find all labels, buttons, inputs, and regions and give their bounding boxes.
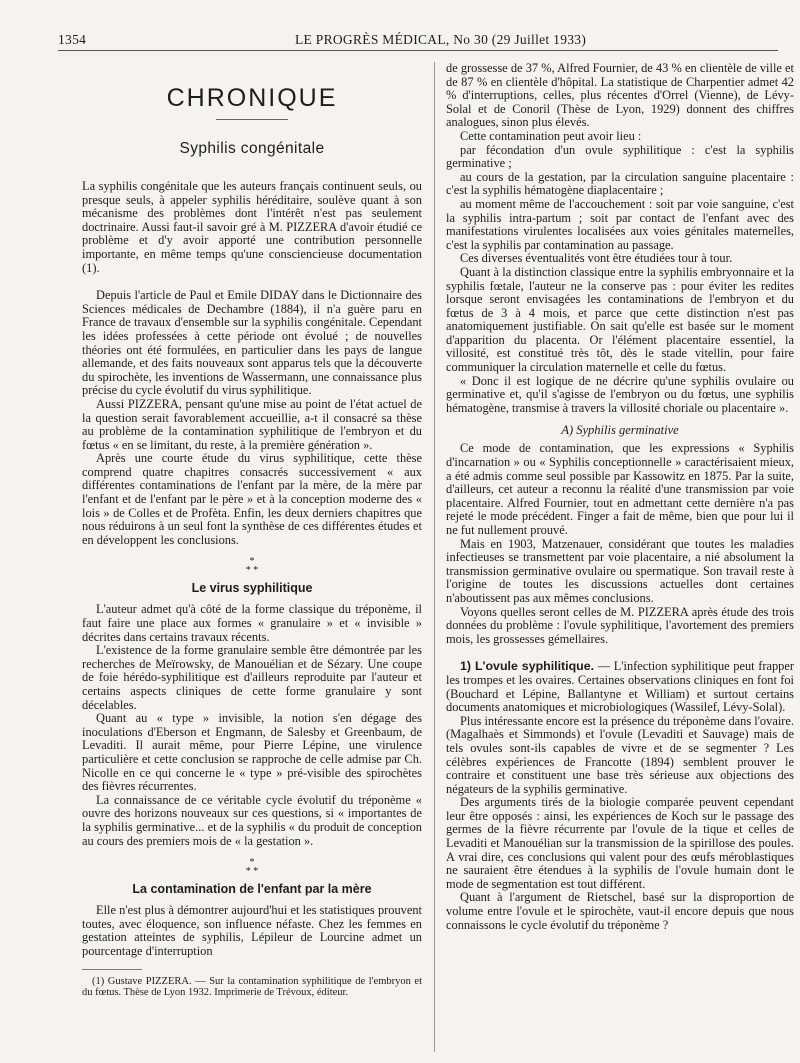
body-paragraph: Quant au « type » invisible, la notion s'en dégage des inoculations d'Eberson et Engmann, de Salesby et Greenbaum, de Levaditi. Il aurait même, pour Pierre Lépine, une virulence particulière et cette conclusion se rapproche de celle admise par Ch. Nicolle en ce qui concerne le « type » pré-visible des spirochètes des fièvres récurrentes.: [82, 711, 422, 794]
body-paragraph: Elle n'est plus à démontrer aujourd'hui et les statistiques prouvent toutes, avec éloquence, son influence néfaste. Chez les femmes en gestation atteintes de syphilis, Lépileur de Lourcine admet un pourcentage d'interruption: [82, 903, 422, 958]
intro-paragraph: Aussi PIZZERA, pensant qu'une mise au point de l'état actuel de la question serait favorablement accueillie, a-t il consacré sa thèse au problème de la contamination syphilitique de l'embryon et du fœtus « en se limitant, du reste, à la première génération ».: [82, 396, 422, 452]
article-title: Syphilis congénitale: [179, 140, 325, 157]
title-rule: [216, 119, 288, 120]
body-paragraph: Mais en 1903, Matzenauer, considérant que toutes les maladies infectieuses se transmettent par voie placentaire, a nié absolument la transmission germinative ovulaire ou spermatique. Son travail reste à l'origine de toutes les discussions actuelles dont certaines n'aboutissent pas aux mêmes conclusions.: [446, 536, 794, 605]
running-header: [58, 30, 778, 50]
section-heading-contamination: La contamination de l'enfant par la mère: [132, 882, 372, 897]
body-paragraph: Voyons quelles seront celles de M. PIZZERA après étude des trois données du problème : l'ovule syphilitique, l'avortement des premiers mois, les grossesses gémellaires.: [446, 604, 794, 646]
body-paragraph: L'existence de la forme granulaire semble être démontrée par les recherches de Meïrowsky, de Manouélian et de Sézary. Une coupe de foie hérédo-syphilitique est d'ailleurs reproduite par l'auteur et certains aspects cliniques de cette forme granulaire y sont décelables.: [82, 643, 422, 712]
body-paragraph: [446, 660, 794, 714]
body-paragraph: Plus intéressante encore est la présence du tréponème dans l'ovaire. (Magalhaès et Simmonds) et l'ovule (Levaditi et Sauvage) mais de tels ovules sont-ils capables de vivre et de se segmenter ? Les célèbres expériences de Francotte (1894) semblent prouver le contraire et constituent une base très sérieuse aux objections des négateurs de la syphilis germinative.: [446, 713, 794, 796]
intro-paragraph: Après une courte étude du virus syphilitique, cette thèse comprend quatre chapitres consacrés successivement « aux différentes contaminations de l'enfant par la mère, de la mère par l'enfant et de l'enfant par le père » et à la conception moderne des « lois » de Colles et de Profèta. Enfin, les deux derniers chapitres que nous réduirons à un seul font la synthèse de ces différentes études et en développent les conclusions.: [82, 451, 422, 547]
body-paragraph: Quant à l'argument de Rietschel, basé sur la disproportion de volume entre l'ovule et le spirochète, vaut-il encore depuis que nous connaissons le cycle évolutif du tréponème ?: [446, 890, 794, 932]
section-heading-virus: Le virus syphilitique: [191, 581, 313, 596]
ovule-heading: 1) L'ovule syphilitique.: [460, 659, 595, 674]
body-paragraph: La connaissance de ce véritable cycle évolutif du tréponème « ouvre des horizons nouveaux sur ces questions, si « importantes de la syphilis germinative... et de la syphilis « du produit de conception au cours des premiers mois de « la gestation ».: [82, 792, 422, 848]
list-item: par fécondation d'un ovule syphilitique : c'est la syphilis germinative ;: [446, 142, 794, 171]
body-paragraph: de grossesse de 37 %, Alfred Fournier, de 43 % en clientèle de ville et de 87 % en clientèle d'hôpital. La statistique de Charpentier admet 42 % d'interruptions, celles, plus récentes d'Orrel (Vienne), de Lévy-Solal et de Conoril (Thèse de Lyon, 1929) donnent des chiffres analogues, sinon plus élevés.: [446, 61, 794, 130]
journal-line: LE PROGRÈS MÉDICAL, No 30 (29 Juillet 1933): [295, 32, 587, 47]
left-column: [82, 62, 422, 999]
intro-paragraph: Depuis l'article de Paul et Emile DIDAY dans le Dictionnaire des Sciences médicales de Dechambre (1884), il n'a guère paru en France de travaux d'ensemble sur la syphilis congénitale. Cependant les idées professées à cette période ont évolué ; de nouvelles théories ont été formulées, en particulier dans les pays de langue allemande, et des faits nouveaux sont apparus tels que la découverte du spirochète, les inventions de Wassermann, une connaissance plus précise du cycle évolutif du virus syphilitique.: [82, 288, 422, 398]
intro-paragraph: La syphilis congénitale que les auteurs français continuent seuls, ou presque seuls, à appeler syphilis héréditaire, soulève quant à son mécanisme des problèmes dont l'intérêt n'est pas seulement doctrinaire. Aussi faut-il savoir gré à M. PIZZERA d'avoir étudié ce problème et d'y avoir apporté une contribution personnelle importante, en même temps qu'une consciencieuse documentation (1).: [82, 179, 422, 275]
section-title: CHRONIQUE: [166, 84, 338, 112]
body-paragraph: L'auteur admet qu'à côté de la forme classique du tréponème, il faut faire une place aux formes « granulaire » et « invisible » décrites dans certains travaux récents.: [82, 602, 422, 644]
list-item: au moment même de l'accouchement : soit par voie sanguine, c'est la syphilis intra-partum ; soit par contact de l'enfant avec des manifestations virulentes localisées aux voies génitales maternelles, c'est la syphilis par contamination au passage.: [446, 196, 794, 252]
body-paragraph: Ce mode de contamination, que les expressions « Syphilis d'incarnation » ou « Syphilis conceptionnelle » caractérisaient mieux, a été admis comme seul possible par Kassowitz en 1875. Par la suite, d'ailleurs, cet auteur a reconnu la réalité d'une transmission par voie placentaire. Alfred Fournier, tout en admettant cette dernière n'a pas rejeté le mode précédent. Finger a fait de même, bien que pour lui il ne fut nullement prouvé.: [446, 441, 794, 537]
subsection-heading-germinative: A) Syphilis germinative: [561, 423, 679, 438]
right-column: [446, 62, 794, 932]
body-paragraph: Quant à la distinction classique entre la syphilis embryonnaire et la syphilis fœtale, l'auteur ne la conserve pas : pour éviter les redites lorsque seront envisagées les contaminations de l'embryon et du fœtus de 3 à 4 mois, et parce que cette distinction n'est pas anatomiquement justifiable. On sait qu'elle est basée sur le moment d'apparition du placenta. Or l'élément placentaire essentiel, la villosité, est constitué très tôt, dès le stade vitellin, pour faire communiquer la circulation maternelle et celle du fœtus.: [446, 264, 794, 375]
section-separator-stars: * * *: [245, 556, 259, 577]
body-paragraph: « Donc il est logique de ne décrire qu'une syphilis ovulaire ou germinative et, qu'il s'agisse de l'embryon ou du fœtus, une syphilis hématogène, transmise à travers la villosité choriale ou placentaire ».: [446, 373, 794, 415]
list-item: au cours de la gestation, par la circulation sanguine placentaire : c'est la syphilis hématogène diaplacentaire ;: [446, 169, 794, 198]
ovule-text: — L'infection syphilitique peut frapper les trompes et les ovaires. Certaines observations cliniques en font foi (Bouchard et Lépine, Ballantyne et William) et surtout certains documents anatomiques et microbiologiques (Wassilef, Lévy-Solal).: [446, 659, 794, 715]
body-paragraph: Cette contamination peut avoir lieu :: [460, 128, 642, 143]
footnote: (1) Gustave PIZZERA. — Sur la contamination syphilitique de l'embryon et du fœtus. Thèse de Lyon 1932. Imprimerie de Trévoux, éditeur.: [82, 975, 422, 998]
body-paragraph: Ces diverses éventualités vont être étudiées tour à tour.: [460, 251, 733, 266]
footnote-rule: [82, 969, 142, 970]
column-divider: [434, 62, 435, 1052]
page-number: 1354: [58, 32, 87, 47]
header-rule: [58, 50, 778, 51]
body-paragraph: Des arguments tirés de la biologie comparée peuvent cependant leur être opposés : ainsi, les expériences de Koch sur le passage des germes de la fièvre récurrente par l'ovule de la tique et celles de Levaditi et Manouélian sur la transmission de la spirillose des poules. A vrai dire, ces conclusions qui valent pour des œufs méroblastiques ne sauraient être étendues à la syphilis de l'ovule humain dont le mode de segmentation est tout différent.: [446, 795, 794, 891]
section-separator-stars: * * *: [245, 857, 259, 878]
